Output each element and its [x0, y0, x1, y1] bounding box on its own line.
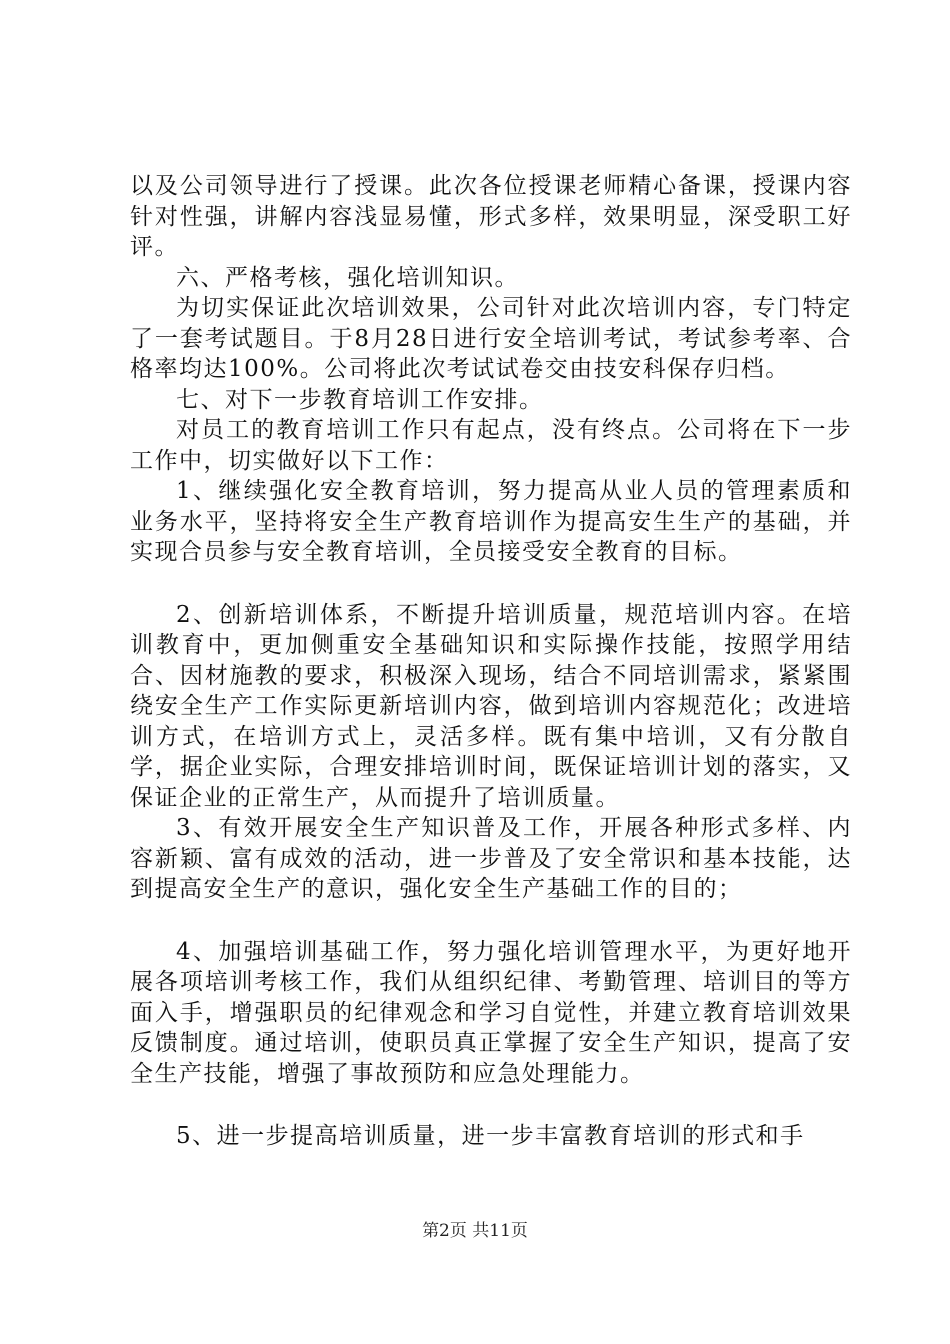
document-body	[130, 171, 852, 1152]
list-item-3: 3、有效开展安全生产知识普及工作，开展各种形式多样、内容新颖、富有成效的活动，进一步普及了安全常识和基本技能，达到提高安全生产的意识，强化安全生产基础工作的目的；	[130, 815, 852, 902]
paragraph-exam: 为切实保证此次培训效果，公司针对此次培训内容，专门特定了一套考试题目。于8月28日进行安全培训考试，考试参考率、合格率均达100%。公司将此次考试试卷交由技安科保存归档。	[130, 295, 852, 382]
list-item-1: 1、继续强化安全教育培训，努力提高从业人员的管理素质和业务水平，坚持将安全生产教育培训作为提高安生生产的基础，并实现合员参与安全教育培训，全员接受安全教育的目标。	[130, 478, 852, 565]
paragraph-next-steps-intro: 对员工的教育培训工作只有起点，没有终点。公司将在下一步工作中，切实做好以下工作：	[130, 417, 852, 474]
list-item-2: 2、创新培训体系，不断提升培训质量，规范培训内容。在培训教育中，更加侧重安全基础知识和实际操作技能，按照学用结合、因材施教的要求，积极深入现场，结合不同培训需求，紧紧围绕安全生产工作实际更新培训内容，做到培训内容规范化；改进培训方式，在培训方式上，灵活多样。既有集中培训，又有分散自学，据企业实际，合理安排培训时间，既保证培训计划的落实，又保证企业的正常生产，从而提升了培训质量。	[130, 601, 852, 811]
list-item-5: 5、进一步提高培训质量，进一步丰富教育培训的形式和手	[176, 1123, 805, 1149]
list-item-4: 4、加强培训基础工作，努力强化培训管理水平，为更好地开展各项培训考核工作，我们从组织纪律、考勤管理、培训目的等方面入手，增强职员的纪律观念和学习自觉性，并建立教育培训效果反馈制度。通过培训，使职员真正掌握了安全生产知识，提高了安全生产技能，增强了事故预防和应急处理能力。	[130, 938, 852, 1087]
paragraph-training-feedback: 以及公司领导进行了授课。此次各位授课老师精心备课，授课内容针对性强，讲解内容浅显易懂，形式多样，效果明显，深受职工好评。	[130, 173, 852, 260]
section-heading-six: 六、严格考核，强化培训知识。	[176, 264, 519, 291]
page-number-footer: 第2页 共11页	[422, 1221, 528, 1241]
section-heading-seven: 七、对下一步教育培训工作安排。	[176, 386, 544, 413]
